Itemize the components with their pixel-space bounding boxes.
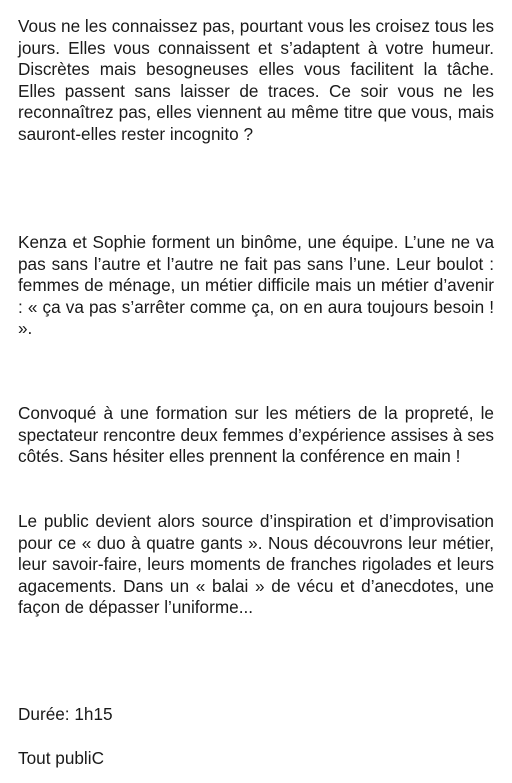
intro-paragraph: Vous ne les connaissez pas, pourtant vous les croisez tous les jours. Elles vous connaissent et s’adaptent à votre humeur. Discrètes mais besogneuses elles vous facilitent la tâche. Elles passent sans laisser de traces. Ce soir vous ne les reconnaîtrez pas, elles viennent au même titre que vous, mais sauront-elles rester incognito ? [18,16,494,144]
characters-paragraph: Kenza et Sophie forment un binôme, une équipe. L’une ne va pas sans l’autre et l’autre ne fait pas sans l’une. Leur boulot : femmes de ménage, un métier difficile mais un métier d’avenir : « ça va pas s’arrêter comme ça, on en aura toujours besoin ! ». [18,232,494,339]
premise-paragraph: Convoqué à une formation sur les métiers de la propreté, le spectateur rencontre deux femmes d’expérience assises à ses côtés. Sans hésiter elles prennent la conférence en main ! [18,403,494,467]
audience-participation-paragraph: Le public devient alors source d’inspiration et d’improvisation pour ce « duo à quatre gants ». Nous découvrons leur métier, leur savoir-faire, leurs moments de franches rigolades et leurs agacements. Dans un « balai » de vécu et d’anecdotes, une façon de dépasser l’uniforme... [18,511,494,618]
audience-text: Tout publiC [18,748,104,768]
duration-text: Durée: 1h15 [18,704,113,724]
